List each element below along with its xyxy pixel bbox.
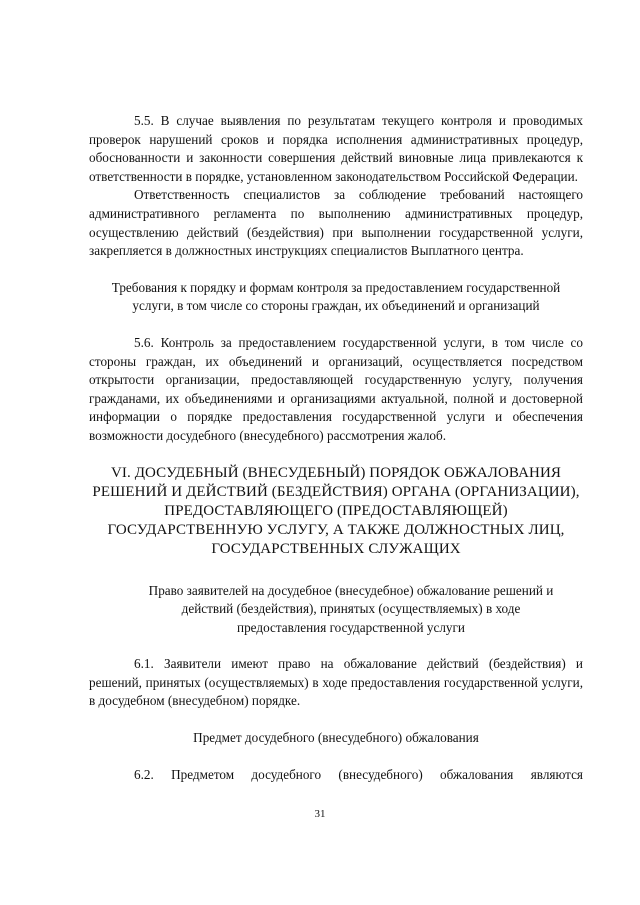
paragraph-responsibility: Ответственность специалистов за соблюдение требований настоящего административного регламента по выполнению административных процедур, осуществлению действий (бездействия) при выполнении государственной услуги, закрепляется в должностных инструкциях специалистов Выплатного центра. [89, 187, 583, 259]
page-number: 31 [314, 808, 326, 820]
document-page [89, 112, 583, 784]
paragraph-6-1: 6.1. Заявители имеют право на обжалование действий (бездействия) и решений, принятых (осуществляемых) в ходе предоставления государственной услуги, в досудебном (внесудебном) порядке. [89, 656, 583, 709]
subheading-appeal-subject: Предмет досудебного (внесудебного) обжалования [193, 730, 479, 746]
paragraph-6-2: 6.2. Предметом досудебного (внесудебного) обжалования являются [134, 766, 583, 782]
section-vi-title: VI. ДОСУДЕБНЫЙ (ВНЕСУДЕБНЫЙ) ПОРЯДОК ОБЖАЛОВАНИЯ РЕШЕНИЙ И ДЕЙСТВИЙ (БЕЗДЕЙСТВИЯ) ОРГАНА (ОРГАНИЗАЦИИ), ПРЕДОСТАВЛЯЮЩЕГО (ПРЕДОСТАВЛЯЮЩЕЙ) ГОСУДАРСТВЕННУЮ УСЛУГУ, А ТАКЖЕ ДОЛЖНОСТНЫХ ЛИЦ, ГОСУДАРСТВЕННЫХ СЛУЖАЩИХ [92, 464, 580, 558]
subheading-right-to-appeal: Право заявителей на досудебное (внесудебное) обжалование решений и действий (бездействия), принятых (осуществляемых) в ходе предоставления государственной услуги [148, 582, 554, 635]
subheading-control-requirements: Требования к порядку и формам контроля за предоставлением государственной услуги, в том числе со стороны граждан, их объединений и организаций [111, 279, 561, 314]
paragraph-5-6: 5.6. Контроль за предоставлением государственной услуги, в том числе со стороны граждан, их объединений и организаций, осуществляется посредством открытости организации, предоставляющей государственную услугу, получения гражданами, их объединениями и организациями актуальной, полной и достоверной информации о порядке предоставления государственной услуги и обеспечения возможности досудебного (внесудебного) рассмотрения жалоб. [89, 334, 583, 443]
paragraph-5-5: 5.5. В случае выявления по результатам текущего контроля и проводимых проверок нарушений сроков и порядка исполнения административных процедур, обоснованности и законности совершения действий виновные лица привлекаются к ответственности в порядке, установленном законодательством Российской Федерации. [89, 113, 583, 184]
